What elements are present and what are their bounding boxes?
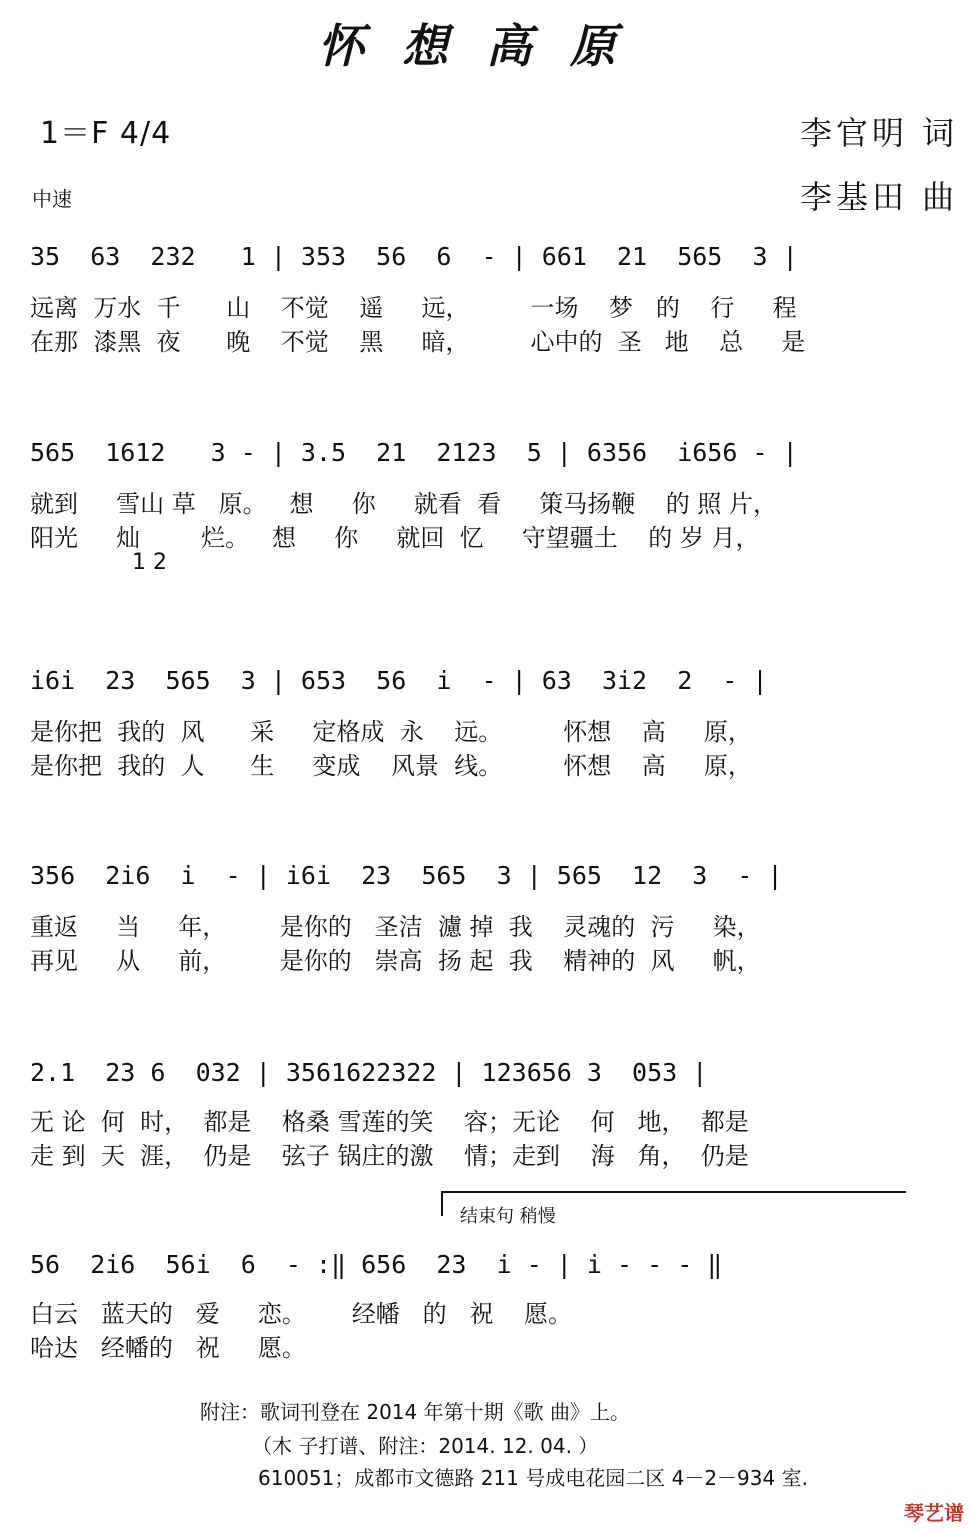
lyrics-line-1a: 远离 万水 千 山 不觉 遥 远， 一场 梦 的 行 程 xyxy=(30,294,797,322)
lyrics-line-6b: 哈达 经幡的 祝 愿。 xyxy=(30,1334,306,1362)
alt-notes: 1 2 xyxy=(132,550,167,575)
notation-text: 356 2i6 i - | i6i 23 565 3 | 565 12 3 - | xyxy=(30,861,783,890)
notation-line-4 xyxy=(30,855,942,905)
lyrics-line-5b: 走 到 天 涯， 仍是 弦子 锅庄的激 情；走到 海 角， 仍是 xyxy=(30,1142,749,1170)
lyrics-line-3a: 是你把 我的 风 采 定格成 永 远。 怀想 高 原， xyxy=(30,718,752,746)
lyrics-line-4b: 再见 从 前， 是你的 崇高 扬 起 我 精神的 风 帆， xyxy=(30,947,761,975)
footer-note-2: （木 子打谱、附注：2014. 12. 04. ） xyxy=(252,1434,599,1458)
lyrics-line-2a: 就到 雪山 草 原。 想 你 就看 看 策马扬鞭 的 照 片， xyxy=(30,490,778,518)
notation-text: 2.1 23 6 032 | 3561622322 | 123656 3 053 | xyxy=(30,1058,708,1087)
notation-text: 565 1612 3 - | 3.5 21 2123 5 | 6356 i656 - | xyxy=(30,438,798,467)
notation-line-1 xyxy=(30,236,942,286)
lyricist-credit: 李官明 词 xyxy=(800,114,959,152)
notation-line-2 xyxy=(30,432,942,482)
lyrics-line-6a: 白云 蓝天的 爱 恋。 经幡 的 祝 愿。 xyxy=(30,1300,572,1328)
composer-credit: 李基田 曲 xyxy=(800,178,959,216)
lyrics-line-2b: 阳光 灿 烂。 想 你 就回 忆 守望疆土 的 岁 月， xyxy=(30,524,760,552)
tempo-mark: 中速 xyxy=(32,187,72,211)
lyrics-line-4a: 重返 当 年， 是你的 圣洁 濾 掉 我 灵魂的 污 染， xyxy=(30,913,761,941)
lyrics-line-3b: 是你把 我的 人 生 变成 风景 线。 怀想 高 原， xyxy=(30,752,752,780)
site-logo: 琴艺谱 xyxy=(904,1501,964,1525)
notation-line-5 xyxy=(30,1052,942,1102)
key-signature: 1＝F 4/4 xyxy=(40,116,172,151)
footer-note-3: 610051；成都市文德路 211 号成电花园二区 4－2－934 室. xyxy=(258,1466,808,1490)
notation-text: i6i 23 565 3 | 653 56 i - | 63 3i2 2 - | xyxy=(30,666,768,695)
footer-note-1: 附注：歌词刊登在 2014 年第十期《歌 曲》上。 xyxy=(200,1400,630,1424)
notation-text: 56 2i6 56i 6 - :‖ 656 23 i - | i - - - ‖ xyxy=(30,1250,723,1279)
notation-text: 35 63 232 1 | 353 56 6 - | 661 21 565 3 | xyxy=(30,242,798,271)
notation-line-6 xyxy=(30,1244,942,1294)
lyrics-line-5a: 无 论 何 时， 都是 格桑 雪莲的笑 容；无论 何 地， 都是 xyxy=(30,1108,749,1136)
lyrics-line-1b: 在那 漆黑 夜 晚 不觉 黑 暗， 心中的 圣 地 总 是 xyxy=(30,328,806,356)
song-title: 怀想高原 xyxy=(318,19,654,73)
notation-line-3 xyxy=(30,660,942,710)
ending-label: 结束句 稍慢 xyxy=(460,1206,556,1227)
